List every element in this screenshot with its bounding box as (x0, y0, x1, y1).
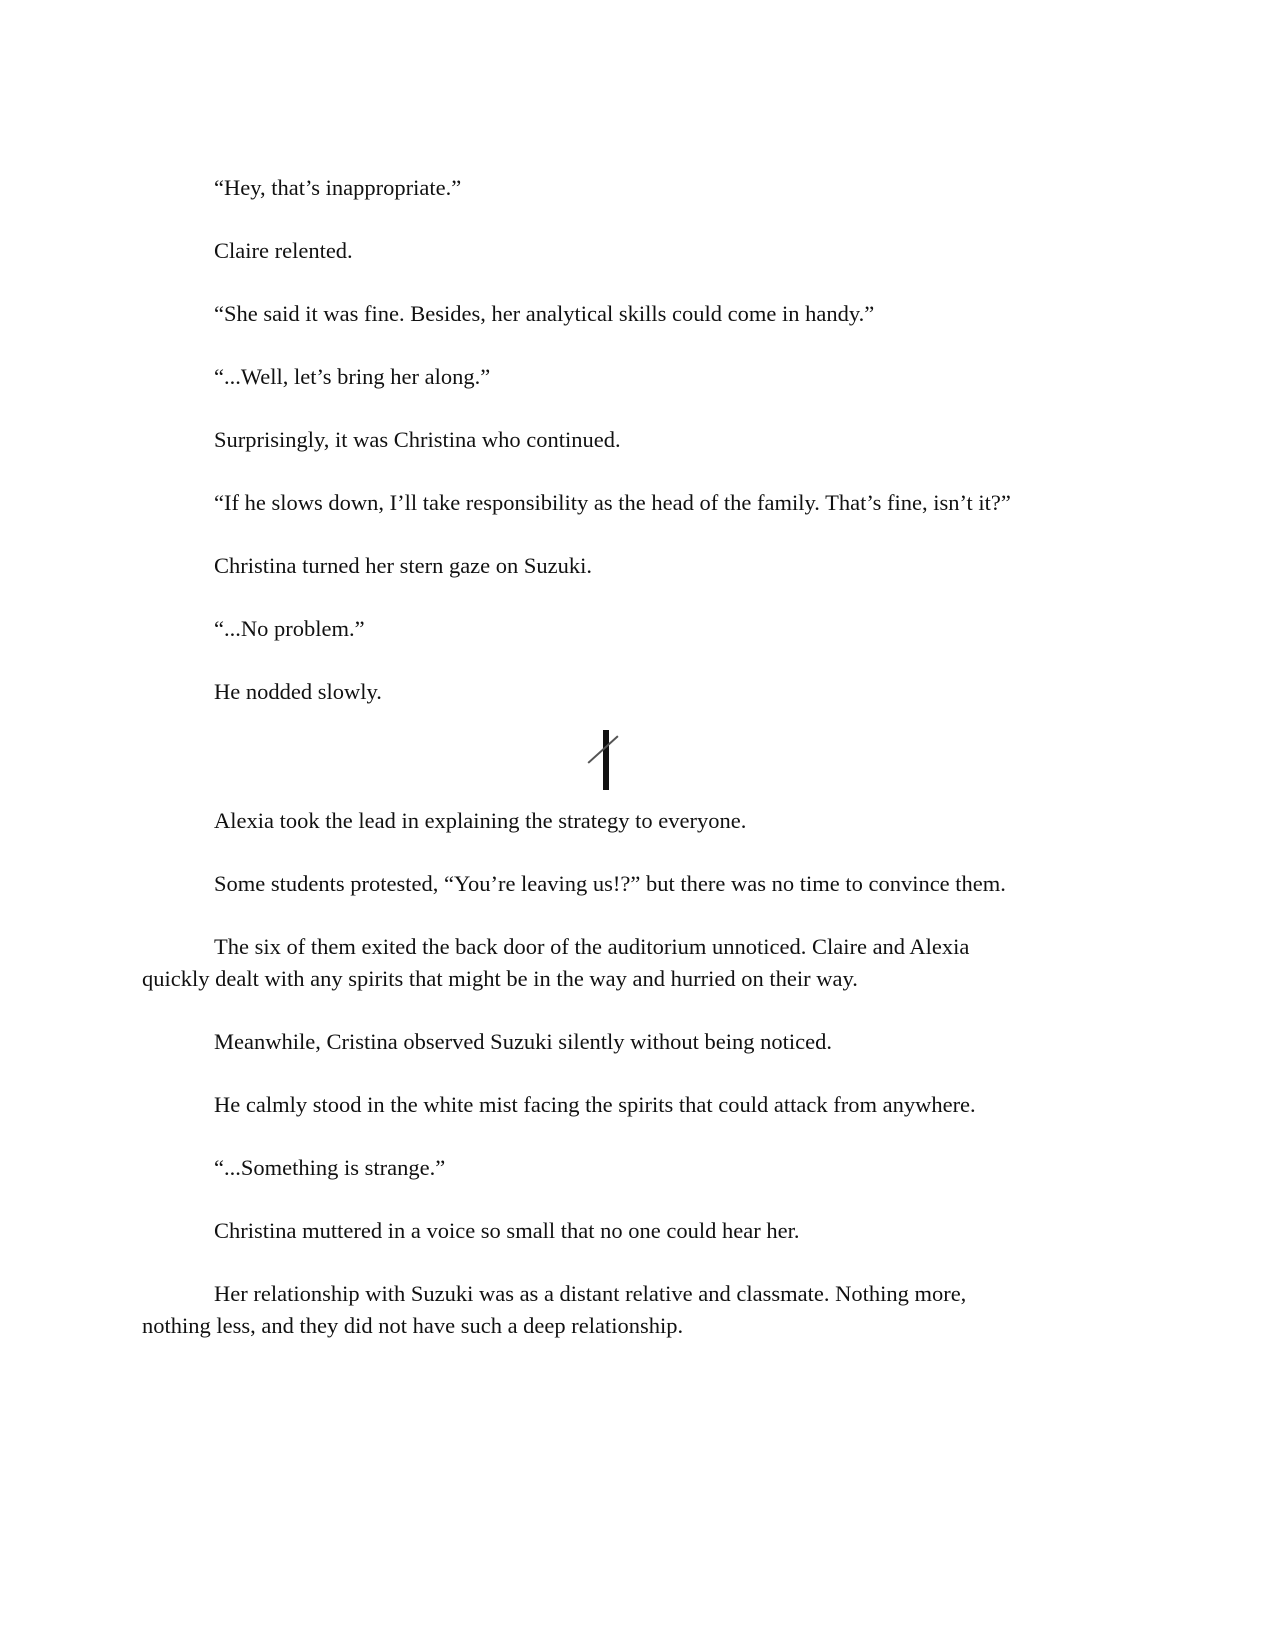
paragraph (142, 805, 1082, 837)
paragraph-line: “...Well, let’s bring her along.” (214, 364, 491, 389)
paragraph-line: Meanwhile, Cristina observed Suzuki silently without being noticed. (214, 1029, 833, 1054)
paragraph (142, 487, 1082, 519)
paragraph-line: He nodded slowly. (214, 679, 382, 704)
paragraph (142, 424, 1082, 456)
paragraph-line: “Hey, that’s inappropriate.” (214, 175, 462, 200)
paragraph (142, 298, 1082, 330)
paragraph (142, 1152, 1082, 1184)
paragraph (142, 235, 1082, 267)
paragraph (142, 868, 1082, 900)
paragraph (142, 1026, 1082, 1058)
paragraph (142, 1215, 1082, 1247)
paragraph-line: The six of them exited the back door of the auditorium unnoticed. Claire and Alexia (214, 934, 970, 959)
paragraph (142, 550, 1082, 582)
paragraph-line: Some students protested, “You’re leaving us!?” but there was no time to convince them. (214, 871, 1006, 896)
paragraph-line: “...Something is strange.” (214, 1155, 446, 1180)
paragraph (142, 1278, 1082, 1342)
scene-break-bar (603, 730, 609, 790)
paragraph (142, 361, 1082, 393)
scene-break-icon (142, 708, 1082, 805)
paragraph-line: “...No problem.” (214, 616, 365, 641)
paragraph-line: “If he slows down, I’ll take responsibility as the head of the family. That’s fine, isn’t it?” (214, 490, 1011, 515)
paragraph-line: Her relationship with Suzuki was as a distant relative and classmate. Nothing more, (214, 1281, 967, 1306)
text-section-after (142, 805, 1082, 1342)
paragraph (142, 613, 1082, 645)
paragraph (142, 676, 1082, 708)
paragraph-line: Surprisingly, it was Christina who continued. (214, 427, 621, 452)
paragraph-line: “She said it was fine. Besides, her analytical skills could come in handy.” (214, 301, 875, 326)
paragraph-line: Claire relented. (214, 238, 353, 263)
paragraph (142, 931, 1082, 995)
document-page (142, 172, 1082, 1373)
text-section-before (142, 172, 1082, 708)
paragraph-line: Christina turned her stern gaze on Suzuki. (214, 553, 593, 578)
paragraph-line: He calmly stood in the white mist facing the spirits that could attack from anywhere. (214, 1092, 976, 1117)
paragraph-line: nothing less, and they did not have such a deep relationship. (142, 1313, 684, 1338)
paragraph (142, 1089, 1082, 1121)
paragraph-line: Alexia took the lead in explaining the strategy to everyone. (214, 808, 747, 833)
paragraph-line: Christina muttered in a voice so small that no one could hear her. (214, 1218, 800, 1243)
paragraph (142, 172, 1082, 204)
paragraph-line: quickly dealt with any spirits that might be in the way and hurried on their way. (142, 966, 858, 991)
